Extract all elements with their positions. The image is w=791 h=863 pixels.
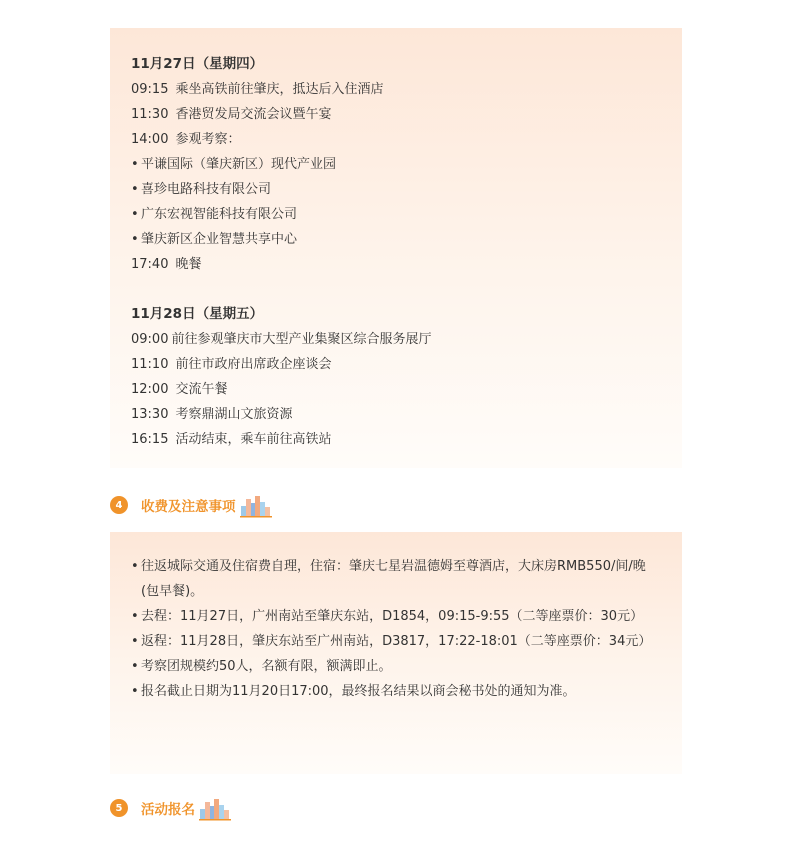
item-text: 考察鼎湖山文旅资源 <box>175 407 293 422</box>
item-text: 交流午餐 <box>175 382 228 397</box>
section-title: 活动报名 <box>141 802 195 818</box>
item-time: 11:30 <box>131 107 169 122</box>
item-time: 13:30 <box>131 407 169 422</box>
section-number-badge: 4 <box>110 496 128 514</box>
item-text: 参观考察： <box>175 132 241 147</box>
schedule-item <box>131 252 682 277</box>
schedule-item <box>131 77 682 102</box>
list-item: • 平谦国际（肇庆新区）现代产业园 <box>131 152 682 177</box>
schedule-item <box>131 127 682 152</box>
city-skyline-icon <box>199 797 231 821</box>
list-item: • 去程：11月27日，广州南站至肇庆东站，D1854，09:15-9:55（二等座票价：30元） <box>131 604 658 629</box>
item-text: 晚餐 <box>175 257 202 272</box>
item-time: 12:00 <box>131 382 169 397</box>
schedule-item <box>131 102 682 127</box>
item-text: 前往市政府出席政企座谈会 <box>175 357 332 372</box>
item-text: 前往参观肇庆市大型产业集聚区综合服务展厅 <box>171 332 432 347</box>
item-text: 活动结束，乘车前往高铁站 <box>175 432 332 447</box>
section-number-badge: 5 <box>110 799 128 817</box>
schedule-item <box>131 402 682 427</box>
list-item: • 喜珍电路科技有限公司 <box>131 177 682 202</box>
schedule-card <box>110 28 682 468</box>
section-title: 收费及注意事项 <box>141 499 236 515</box>
spacer <box>131 277 682 302</box>
item-time: 17:40 <box>131 257 169 272</box>
schedule-item <box>131 377 682 402</box>
item-time: 09:15 <box>131 82 169 97</box>
item-time: 09:00 <box>131 332 169 347</box>
list-item: • 报名截止日期为11月20日17:00，最终报名结果以商会秘书处的通知为准。 <box>131 679 658 704</box>
item-time: 14:00 <box>131 132 169 147</box>
city-skyline-icon <box>240 494 272 518</box>
notes-list <box>131 554 658 704</box>
day2-title: 11月28日（星期五） <box>131 306 264 322</box>
item-time: 11:10 <box>131 357 169 372</box>
day1-title: 11月27日（星期四） <box>131 56 264 72</box>
list-item: • 往返城际交通及住宿费自理，住宿：肇庆七星岩温德姆至尊酒店，大床房RMB550/间/晚(包早餐)。 <box>131 554 658 604</box>
item-text: 乘坐高铁前往肇庆，抵达后入住酒店 <box>175 82 384 97</box>
list-item: • 广东宏视智能科技有限公司 <box>131 202 682 227</box>
visit-list <box>131 152 682 252</box>
item-text: 香港贸发局交流会议暨午宴 <box>175 107 332 122</box>
schedule-item <box>131 327 682 352</box>
section-4-heading <box>110 493 272 517</box>
list-item: • 返程：11月28日，肇庆东站至广州南站，D3817，17:22-18:01（二等座票价：34元） <box>131 629 658 654</box>
list-item: • 肇庆新区企业智慧共享中心 <box>131 227 682 252</box>
list-item: • 考察团规模约50人，名额有限，额满即止。 <box>131 654 658 679</box>
schedule-item <box>131 352 682 377</box>
item-time: 16:15 <box>131 432 169 447</box>
section-5-heading <box>110 796 231 820</box>
notes-card <box>110 532 682 774</box>
schedule-item <box>131 427 682 452</box>
